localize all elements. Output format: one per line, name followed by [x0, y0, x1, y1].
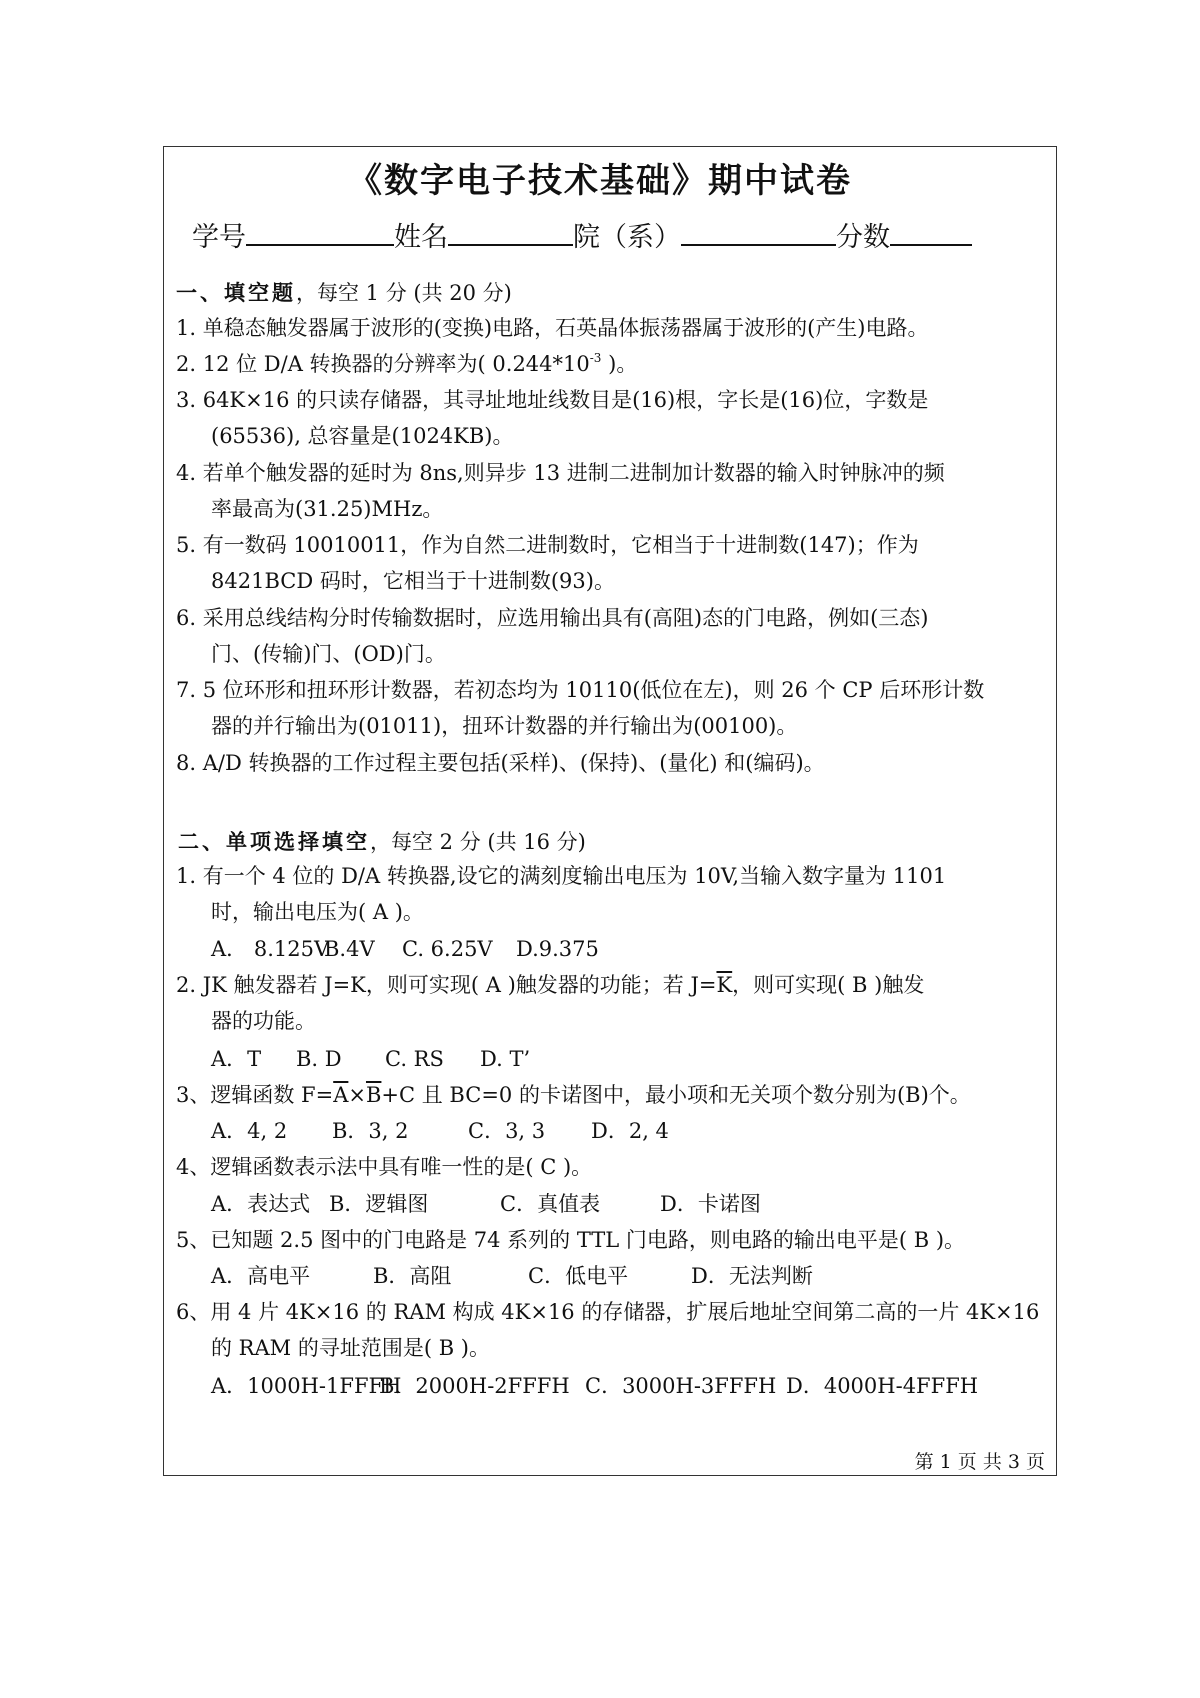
s1-q3-line1: 3. 64K×16 的只读存储器，其寻址地址线数目是(16)根，字长是(16)位，字数是 — [176, 388, 929, 412]
s2-q3-options — [211, 1121, 669, 1142]
s2-q1-options — [211, 939, 599, 960]
s2-q2-opt-c: C. RS — [385, 1047, 444, 1071]
section1-title: 一、填空题 — [176, 280, 296, 305]
s2-q4-opt-d: D．卡诺图 — [660, 1192, 761, 1216]
page-footer: 第 1 页 共 3 页 — [914, 1451, 1045, 1473]
student-id-blank[interactable] — [246, 218, 394, 246]
s2-q2-opt-a: A．T — [211, 1047, 262, 1071]
s1-q2 — [176, 351, 638, 376]
s1-q5-line2: 8421BCD 码时，它相当于十进制数(93)。 — [211, 569, 615, 593]
section2-title: 二、单项选择填空 — [178, 829, 370, 854]
score-label: 分数 — [836, 222, 890, 253]
s2-q3-abar: $\overline{A}$ — [333, 1083, 349, 1107]
s1-q6-line2: 门、(传输)门、(OD)门。 — [211, 642, 446, 666]
s2-q1-opt-a: A． 8.125V — [211, 937, 330, 961]
s2-q1-line2: 时，输出电压为( A )。 — [211, 900, 424, 924]
student-info-line — [192, 215, 972, 254]
section1-rule: ，每空 1 分 (共 20 分) — [296, 281, 512, 305]
name-blank[interactable] — [448, 218, 573, 246]
s2-q3 — [176, 1085, 971, 1106]
s1-q6-line1: 6. 采用总线结构分时传输数据时，应选用输出具有(高阻)态的门电路，例如(三态) — [176, 606, 929, 630]
s1-q5-line1: 5. 有一数码 10010011，作为自然二进制数时，它相当于十进制数(147)；作为 — [176, 533, 919, 557]
s2-q2-kbar: $\overline{K}$ — [716, 973, 733, 997]
section2-heading — [178, 826, 586, 856]
s2-q4-opt-a: A．表达式 — [211, 1192, 311, 1216]
s2-q6-opt-a: A．1000H-1FFFH — [211, 1374, 402, 1398]
s2-q5-opt-c: C．低电平 — [528, 1264, 629, 1288]
s1-q8: 8. A/D 转换器的工作过程主要包括(采样)、(保持)、(量化) 和(编码)。 — [176, 751, 825, 775]
student-id-label: 学号 — [192, 222, 246, 253]
s2-q1-opt-b: B.4V — [324, 937, 375, 961]
s2-q6-line2: 的 RAM 的寻址范围是( B )。 — [211, 1336, 490, 1360]
s1-q7-line2: 器的并行输出为(01011)，扭环计数器的并行输出为(00100)。 — [211, 714, 798, 738]
s2-q3-times: × — [348, 1083, 366, 1107]
s2-q4: 4、逻辑函数表示法中具有唯一性的是( C )。 — [176, 1155, 593, 1179]
section1-heading — [176, 277, 512, 307]
s2-q3-opt-c: C．3, 3 — [468, 1119, 546, 1143]
s2-q5-opt-a: A．高电平 — [211, 1264, 311, 1288]
s2-q5-options — [211, 1266, 813, 1287]
page-title: 《数字电子技术基础》期中试卷 — [348, 161, 852, 201]
s1-q3-line2: (65536), 总容量是(1024KB)。 — [211, 424, 514, 448]
s2-q3-opt-d: D．2, 4 — [591, 1119, 669, 1143]
name-label: 姓名 — [394, 222, 448, 253]
s1-q4-line1: 4. 若单个触发器的延时为 8ns,则异步 13 进制二进制加计数器的输入时钟脉冲的频 — [176, 461, 945, 485]
score-blank[interactable] — [890, 218, 972, 246]
s2-q4-opt-c: C．真值表 — [500, 1192, 601, 1216]
s2-q1-opt-d: D.9.375 — [516, 937, 599, 961]
s1-q2-pre: 2. 12 位 D/A 转换器的分辨率为( 0.244*10 — [176, 352, 590, 376]
s2-q2-options — [211, 1049, 530, 1070]
s2-q3-post: +C 且 BC=0 的卡诺图中，最小项和无关项个数分别为(B)个。 — [381, 1083, 971, 1107]
s2-q2-pre: 2. JK 触发器若 J=K，则可实现( A )触发器的功能；若 J= — [176, 973, 717, 997]
s2-q3-opt-a: A．4, 2 — [211, 1119, 288, 1143]
s1-q2-exp: -3 — [589, 351, 602, 365]
s2-q3-opt-b: B．3, 2 — [332, 1119, 409, 1143]
s2-q2-line2: 器的功能。 — [211, 1009, 316, 1033]
dept-label: 院（系） — [573, 222, 681, 253]
s2-q6-options — [211, 1376, 978, 1397]
s2-q6-opt-d: D．4000H-4FFFH — [786, 1374, 979, 1398]
s2-q6-opt-b: B．2000H-2FFFH — [379, 1374, 570, 1398]
dept-blank[interactable] — [681, 218, 836, 246]
s2-q3-bbar: $\overline{B}$ — [365, 1083, 382, 1107]
s2-q4-options — [211, 1194, 761, 1215]
section2-rule: ，每空 2 分 (共 16 分) — [370, 830, 586, 854]
s2-q5-opt-d: D．无法判断 — [691, 1264, 813, 1288]
s2-q5-opt-b: B．高阻 — [373, 1264, 452, 1288]
s2-q1-line1: 1. 有一个 4 位的 D/A 转换器,设它的满刻度输出电压为 10V,当输入数字量为 1101 — [176, 864, 947, 888]
s2-q6-line1: 6、用 4 片 4K×16 的 RAM 构成 4K×16 的存储器，扩展后地址空间第二高的一片 4K×16 — [176, 1300, 1040, 1324]
s2-q4-opt-b: B．逻辑图 — [329, 1192, 429, 1216]
s2-q1-opt-c: C. 6.25V — [402, 937, 493, 961]
s1-q2-post: )。 — [601, 352, 638, 376]
s1-q1: 1. 单稳态触发器属于波形的(变换)电路，石英晶体振荡器属于波形的(产生)电路。 — [176, 316, 929, 340]
s2-q3-pre: 3、逻辑函数 F= — [176, 1083, 334, 1107]
s1-q7-line1: 7. 5 位环形和扭环形计数器，若初态均为 10110(低位在左)，则 26 个 CP 后环形计数 — [176, 678, 985, 702]
s2-q2-post: ，则可实现( B )触发 — [732, 973, 925, 997]
s2-q2-line1 — [176, 975, 924, 996]
s1-q4-line2: 率最高为(31.25)MHz。 — [211, 497, 444, 521]
s2-q5: 5、已知题 2.5 图中的门电路是 74 系列的 TTL 门电路，则电路的输出电平是( B )。 — [176, 1228, 966, 1252]
s2-q2-opt-b: B. D — [296, 1047, 342, 1071]
s2-q6-opt-c: C．3000H-3FFFH — [585, 1374, 777, 1398]
s2-q2-opt-d: D. T’ — [480, 1047, 531, 1071]
